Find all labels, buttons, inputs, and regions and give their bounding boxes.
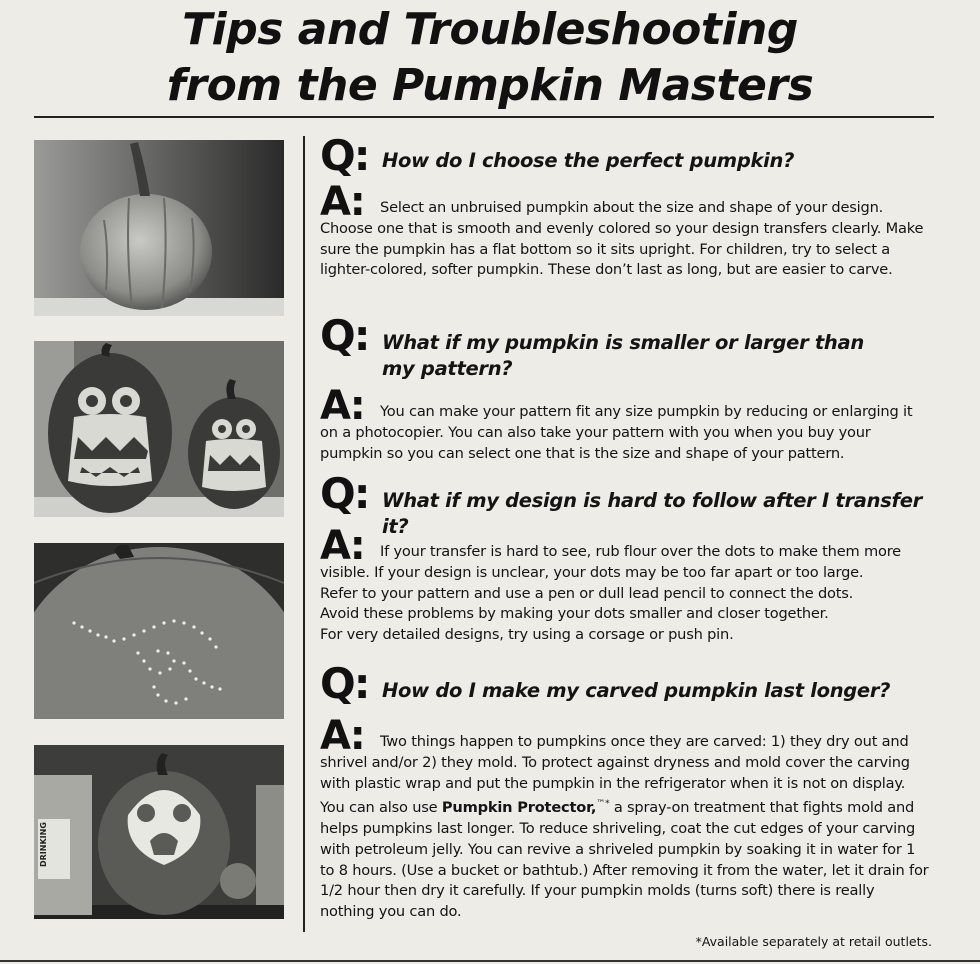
answer-text: Two things happen to pumpkins once they are carved: 1) they dry out and shrivel and/or 2) they mold. To protect against dryness and mold cover the carving with plastic wrap and put the pumpkin in the refrigerator when it is not on display. You can also use Pumpkin Protector,™* a spray-on treatment that fights mold and helps pumpkins last longer. To reduce shriveling, coat the cut edges of your carving with petroleum jelly. You can revive a shriveled pumpkin by soaking it in water for 1 to 8 hours. (Use a bucket or bathtub.) After removing it from the water, let it drain for 1/2 hour then dry it carefully. If your pumpkin molds (turns soft) there is really nothing you can do. — [320, 733, 929, 921]
photo-dotted-pattern — [34, 543, 284, 719]
answer-4 — [320, 713, 932, 923]
answer-text: If your transfer is hard to see, rub flour over the dots to make them more visible. If your design is unclear, your dots may be too far apart or too large. Refer to your pattern and use a pen or dull lead pencil to connect the dots. Avoid these problems by making your dots smaller and closer together. For very detailed designs, try using a corsage or push pin. — [320, 543, 901, 644]
qa-block-2 — [320, 311, 932, 464]
answer-text: Select an unbruised pumpkin about the size and shape of your design. Choose one that is smooth and evenly colored so your design transfers clearly. Make sure the pumpkin has a flat bottom so it sits upright. For children, try to select a lighter-colored, softer pumpkin. These don’t last as long, but are easier to carve. — [320, 199, 924, 279]
question-text: How do I choose the perfect pumpkin? — [382, 149, 795, 172]
qa-block-4 — [320, 659, 932, 923]
question-2 — [320, 311, 932, 382]
answer-1 — [320, 179, 932, 281]
qa-block-1 — [320, 131, 932, 281]
q-letter: Q: — [320, 131, 369, 180]
a-letter: A: — [320, 179, 364, 225]
question-4 — [320, 659, 932, 708]
answer-3 — [320, 523, 932, 646]
plain-pumpkin-image — [34, 140, 284, 316]
a-letter: A: — [320, 713, 364, 759]
page-title — [0, 0, 980, 114]
answer-text: You can make your pattern fit any size pumpkin by reducing or enlarging it on a photocopier. You can also take your pattern with you when you buy your pumpkin so you can select one that is the size and shape of your pattern. — [320, 403, 913, 462]
bottom-rule — [0, 960, 980, 962]
q-letter: Q: — [320, 311, 369, 360]
q-letter: Q: — [320, 659, 369, 708]
photo-plain-pumpkin — [34, 140, 284, 316]
answer-2 — [320, 383, 932, 464]
jug-label: DRINKING — [39, 822, 48, 867]
brand-name: Pumpkin Protector, — [441, 799, 597, 817]
top-rule — [34, 116, 934, 118]
qa-block-3 — [320, 469, 932, 646]
a-letter: A: — [320, 383, 364, 429]
owl-pumpkins-image — [34, 341, 284, 517]
question-text-line-1: What if my pumpkin is smaller or larger than — [382, 331, 864, 354]
question-3 — [320, 469, 932, 538]
question-text-line-2: my pattern? — [382, 357, 513, 380]
a-letter: A: — [320, 523, 364, 569]
title-line-2: from the Pumpkin Masters — [166, 60, 814, 111]
question-text: What if my design is hard to follow after I transfer it? — [382, 489, 922, 538]
question-1 — [320, 131, 932, 180]
q-letter: Q: — [320, 469, 369, 518]
title-line-1: Tips and Troubleshooting — [182, 4, 798, 55]
dotted-pattern-image — [34, 543, 284, 719]
footnote: *Available separately at retail outlets. — [695, 934, 932, 949]
photo-owl-pumpkins — [34, 341, 284, 517]
question-text: How do I make my carved pumpkin last longer? — [382, 679, 891, 702]
column-divider — [303, 136, 305, 932]
photo-lit-pumpkin — [34, 745, 284, 919]
lit-pumpkin-image — [34, 745, 284, 919]
trademark: ™* — [596, 799, 610, 810]
